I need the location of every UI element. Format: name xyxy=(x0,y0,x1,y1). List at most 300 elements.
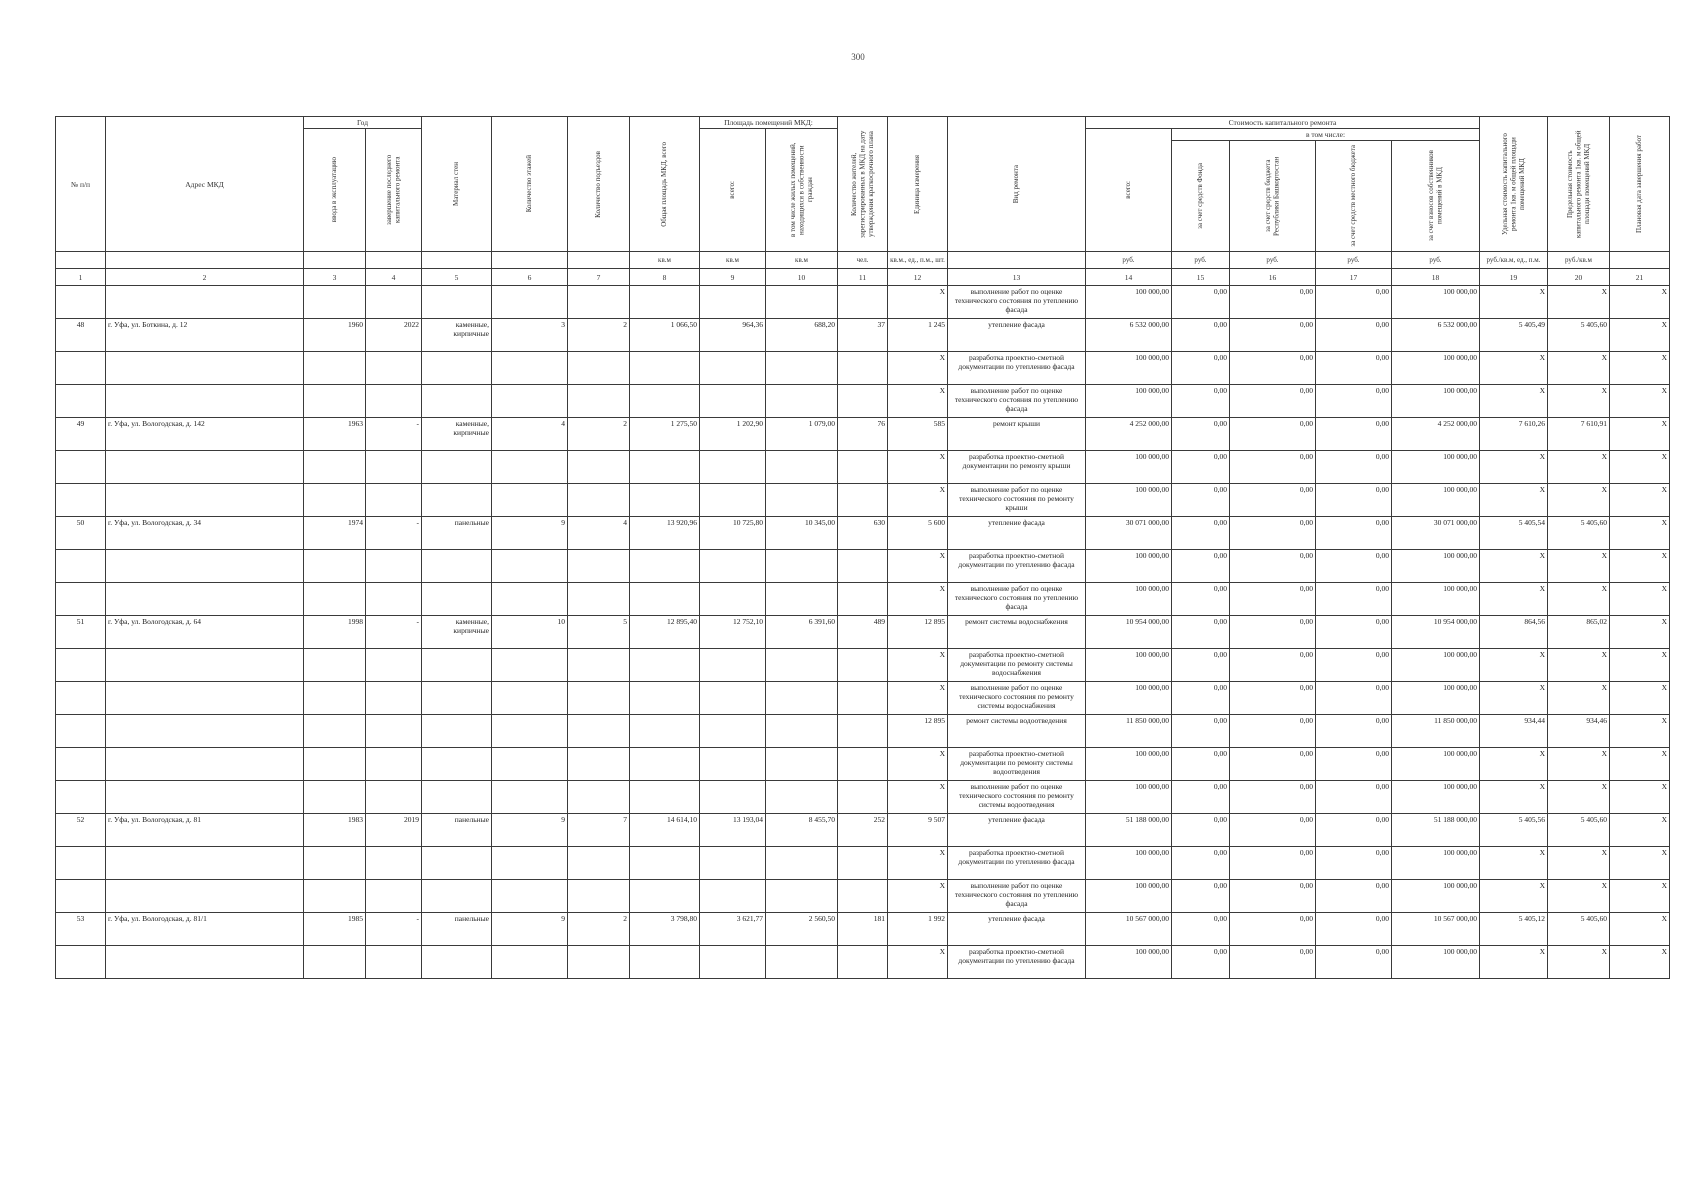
cell-rb: 0,00 xyxy=(1230,880,1316,913)
cell-own: 100 000,00 xyxy=(1392,880,1480,913)
cell-own: 10 954 000,00 xyxy=(1392,616,1480,649)
cell-no xyxy=(56,715,106,748)
cell-total: 100 000,00 xyxy=(1086,352,1172,385)
cell-dl: X xyxy=(1610,286,1670,319)
cell-fund: 0,00 xyxy=(1172,484,1230,517)
cell-no xyxy=(56,880,106,913)
table-row xyxy=(56,748,1670,781)
cell-rb: 0,00 xyxy=(1230,649,1316,682)
header-deadline: Плановая дата завершения работ xyxy=(1610,117,1670,252)
cell-y2: - xyxy=(366,418,422,451)
cell-no xyxy=(56,550,106,583)
cell-loc: 0,00 xyxy=(1316,517,1392,550)
cell-total: 4 252 000,00 xyxy=(1086,418,1172,451)
cell-ent: 7 xyxy=(568,814,630,847)
cell-fl xyxy=(492,286,568,319)
cell-dl: X xyxy=(1610,418,1670,451)
table-row xyxy=(56,880,1670,913)
cell-qty: X xyxy=(888,550,948,583)
cell-ent xyxy=(568,286,630,319)
cell-qty: X xyxy=(888,352,948,385)
cell-mat xyxy=(422,748,492,781)
cell-loc: 0,00 xyxy=(1316,847,1392,880)
cell-rb: 0,00 xyxy=(1230,484,1316,517)
unit-cell: кв.м xyxy=(700,252,766,269)
cell-fl: 10 xyxy=(492,616,568,649)
col-number: 10 xyxy=(766,269,838,286)
cell-people: 252 xyxy=(838,814,888,847)
cell-res-area xyxy=(766,286,838,319)
cell-work: разработка проектно-сметной документации по ремонту крыши xyxy=(948,451,1086,484)
cell-area xyxy=(630,781,700,814)
cell-fl xyxy=(492,550,568,583)
cell-address: г. Уфа, ул. Вологодская, д. 81 xyxy=(106,814,304,847)
cell-fl xyxy=(492,781,568,814)
cell-y1 xyxy=(304,847,366,880)
cell-loc: 0,00 xyxy=(1316,715,1392,748)
cell-y1 xyxy=(304,682,366,715)
col-number: 7 xyxy=(568,269,630,286)
cell-ent xyxy=(568,781,630,814)
header-rb-budget: за счет средств бюджета Республики Башкортостан xyxy=(1230,141,1316,252)
cell-dl: X xyxy=(1610,319,1670,352)
cell-mat xyxy=(422,484,492,517)
cell-total: 100 000,00 xyxy=(1086,649,1172,682)
cell-dl: X xyxy=(1610,484,1670,517)
cell-ent: 5 xyxy=(568,616,630,649)
cell-address: г. Уфа, ул. Вологодская, д. 34 xyxy=(106,517,304,550)
cell-y1: 1998 xyxy=(304,616,366,649)
cell-uc: X xyxy=(1480,286,1548,319)
cell-y1 xyxy=(304,484,366,517)
cell-fund: 0,00 xyxy=(1172,550,1230,583)
cell-dl: X xyxy=(1610,847,1670,880)
cell-area xyxy=(630,847,700,880)
header-work-type: Вид ремонта xyxy=(948,117,1086,252)
cell-work: разработка проектно-сметной документации по утеплению фасада xyxy=(948,550,1086,583)
cell-y1: 1985 xyxy=(304,913,366,946)
cell-people xyxy=(838,385,888,418)
cell-address xyxy=(106,649,304,682)
header-unit: Единица измерения xyxy=(888,117,948,252)
cell-prem xyxy=(700,286,766,319)
cell-y1: 1963 xyxy=(304,418,366,451)
cell-loc: 0,00 xyxy=(1316,484,1392,517)
col-number: 13 xyxy=(948,269,1086,286)
cell-fl xyxy=(492,451,568,484)
cell-rb: 0,00 xyxy=(1230,319,1316,352)
unit-cell: руб./кв.м, ед., п.м. xyxy=(1480,252,1548,269)
header-owners: за счет взносов собственников помещений в МКД xyxy=(1392,141,1480,252)
cell-ent: 2 xyxy=(568,418,630,451)
cell-res-area xyxy=(766,352,838,385)
header-premises-total: всего: xyxy=(700,129,766,252)
cell-y2 xyxy=(366,451,422,484)
cell-uc: X xyxy=(1480,682,1548,715)
cell-mc: X xyxy=(1548,682,1610,715)
cell-work: утепление фасада xyxy=(948,319,1086,352)
cell-res-area xyxy=(766,946,838,979)
cell-fund: 0,00 xyxy=(1172,847,1230,880)
cell-uc: 864,56 xyxy=(1480,616,1548,649)
cell-prem xyxy=(700,451,766,484)
cell-res-area xyxy=(766,781,838,814)
table-row xyxy=(56,385,1670,418)
column-numbers-row xyxy=(56,269,1670,286)
cell-dl: X xyxy=(1610,616,1670,649)
cell-mc: X xyxy=(1548,781,1610,814)
cell-res-area: 6 391,60 xyxy=(766,616,838,649)
cell-uc: X xyxy=(1480,484,1548,517)
cell-loc: 0,00 xyxy=(1316,286,1392,319)
cell-ent xyxy=(568,484,630,517)
cell-y2 xyxy=(366,682,422,715)
cell-y2 xyxy=(366,748,422,781)
cell-qty: 585 xyxy=(888,418,948,451)
cell-uc: X xyxy=(1480,946,1548,979)
cell-prem xyxy=(700,682,766,715)
cell-people xyxy=(838,583,888,616)
cell-fl xyxy=(492,583,568,616)
cell-prem: 1 202,90 xyxy=(700,418,766,451)
cell-mat xyxy=(422,550,492,583)
header-max-cost: Предельная стоимость капитального ремонта 1кв. м общей площади помещений МКД xyxy=(1548,117,1610,252)
cell-qty: X xyxy=(888,583,948,616)
cell-total: 51 188 000,00 xyxy=(1086,814,1172,847)
cell-mat xyxy=(422,286,492,319)
cell-no xyxy=(56,748,106,781)
cell-dl: X xyxy=(1610,352,1670,385)
table-row xyxy=(56,649,1670,682)
cell-loc: 0,00 xyxy=(1316,682,1392,715)
cell-total: 10 954 000,00 xyxy=(1086,616,1172,649)
cell-dl: X xyxy=(1610,946,1670,979)
cell-fl xyxy=(492,484,568,517)
cell-fl: 9 xyxy=(492,913,568,946)
table-row xyxy=(56,781,1670,814)
cell-mc: X xyxy=(1548,649,1610,682)
cell-res-area xyxy=(766,649,838,682)
cell-own: 100 000,00 xyxy=(1392,748,1480,781)
cell-no xyxy=(56,451,106,484)
cell-fl xyxy=(492,649,568,682)
cell-y1 xyxy=(304,649,366,682)
cell-y2: - xyxy=(366,616,422,649)
cell-mat xyxy=(422,352,492,385)
cell-y1 xyxy=(304,286,366,319)
cell-own: 100 000,00 xyxy=(1392,352,1480,385)
cell-prem xyxy=(700,385,766,418)
cell-people xyxy=(838,946,888,979)
cell-people xyxy=(838,847,888,880)
cell-total: 100 000,00 xyxy=(1086,781,1172,814)
cell-mc: X xyxy=(1548,451,1610,484)
cell-total: 6 532 000,00 xyxy=(1086,319,1172,352)
cell-area xyxy=(630,550,700,583)
cell-address: г. Уфа, ул. Вологодская, д. 81/1 xyxy=(106,913,304,946)
cell-loc: 0,00 xyxy=(1316,781,1392,814)
cell-address: г. Уфа, ул. Вологодская, д. 64 xyxy=(106,616,304,649)
cell-people xyxy=(838,715,888,748)
col-number: 16 xyxy=(1230,269,1316,286)
header-address: Адрес МКД xyxy=(106,117,304,252)
cell-rb: 0,00 xyxy=(1230,583,1316,616)
cell-mc: X xyxy=(1548,286,1610,319)
cell-total: 100 000,00 xyxy=(1086,451,1172,484)
cell-work: разработка проектно-сметной документации по утеплению фасада xyxy=(948,946,1086,979)
cell-area xyxy=(630,748,700,781)
cell-own: 4 252 000,00 xyxy=(1392,418,1480,451)
cell-mc: 7 610,91 xyxy=(1548,418,1610,451)
cell-mc: X xyxy=(1548,946,1610,979)
unit-cell: руб. xyxy=(1230,252,1316,269)
cell-res-area xyxy=(766,715,838,748)
col-number: 19 xyxy=(1480,269,1548,286)
cell-loc: 0,00 xyxy=(1316,616,1392,649)
table-row xyxy=(56,847,1670,880)
cell-rb: 0,00 xyxy=(1230,781,1316,814)
cell-mat: каменные, кирпичные xyxy=(422,418,492,451)
cell-ent xyxy=(568,682,630,715)
cell-loc: 0,00 xyxy=(1316,319,1392,352)
cell-area xyxy=(630,583,700,616)
cell-y2: 2022 xyxy=(366,319,422,352)
cell-work: разработка проектно-сметной документации по ремонту системы водоснабжения xyxy=(948,649,1086,682)
cell-address: г. Уфа, ул. Вологодская, д. 142 xyxy=(106,418,304,451)
col-number: 21 xyxy=(1610,269,1670,286)
cell-address xyxy=(106,946,304,979)
cell-y1 xyxy=(304,550,366,583)
cell-dl: X xyxy=(1610,880,1670,913)
cell-own: 51 188 000,00 xyxy=(1392,814,1480,847)
table-row xyxy=(56,715,1670,748)
cell-area xyxy=(630,946,700,979)
cell-uc: X xyxy=(1480,385,1548,418)
cell-prem xyxy=(700,880,766,913)
cell-work: ремонт крыши xyxy=(948,418,1086,451)
cell-prem xyxy=(700,781,766,814)
cell-y2 xyxy=(366,286,422,319)
table-row xyxy=(56,418,1670,451)
col-number: 2 xyxy=(106,269,304,286)
header-premises-contrib: в том числе жилых помещений, находящихся в собственности граждан xyxy=(766,129,838,252)
cell-loc: 0,00 xyxy=(1316,814,1392,847)
cell-res-area: 2 560,50 xyxy=(766,913,838,946)
unit-cell: кв.м xyxy=(766,252,838,269)
cell-area xyxy=(630,682,700,715)
cell-work: разработка проектно-сметной документации по утеплению фасада xyxy=(948,352,1086,385)
cell-uc: X xyxy=(1480,847,1548,880)
cell-prem xyxy=(700,550,766,583)
cell-res-area xyxy=(766,583,838,616)
cell-rb: 0,00 xyxy=(1230,682,1316,715)
cell-y1: 1960 xyxy=(304,319,366,352)
cell-dl: X xyxy=(1610,385,1670,418)
cell-prem xyxy=(700,352,766,385)
col-number: 4 xyxy=(366,269,422,286)
cell-fl: 3 xyxy=(492,319,568,352)
cell-ent xyxy=(568,352,630,385)
cell-qty: 12 895 xyxy=(888,715,948,748)
cell-ent xyxy=(568,583,630,616)
cell-loc: 0,00 xyxy=(1316,913,1392,946)
cell-ent xyxy=(568,385,630,418)
cell-fund: 0,00 xyxy=(1172,913,1230,946)
cell-uc: 5 405,12 xyxy=(1480,913,1548,946)
cell-y2 xyxy=(366,715,422,748)
cell-mat: панельные xyxy=(422,517,492,550)
cell-mat: каменные, кирпичные xyxy=(422,319,492,352)
cell-qty: 1 245 xyxy=(888,319,948,352)
cell-qty: X xyxy=(888,682,948,715)
cell-address xyxy=(106,451,304,484)
cell-own: 100 000,00 xyxy=(1392,781,1480,814)
cell-people xyxy=(838,484,888,517)
cell-y2 xyxy=(366,649,422,682)
cell-prem: 3 621,77 xyxy=(700,913,766,946)
cell-y2 xyxy=(366,946,422,979)
cell-res-area xyxy=(766,550,838,583)
cell-y1: 1983 xyxy=(304,814,366,847)
cell-fl xyxy=(492,385,568,418)
cell-own: 10 567 000,00 xyxy=(1392,913,1480,946)
cell-work: утепление фасада xyxy=(948,913,1086,946)
cell-total: 100 000,00 xyxy=(1086,385,1172,418)
cell-mc: X xyxy=(1548,484,1610,517)
header-unit-cost: Удельная стоимость капитального ремонта 1кв. м общей площади помещений МКД xyxy=(1480,117,1548,252)
cell-fund: 0,00 xyxy=(1172,649,1230,682)
cell-own: 100 000,00 xyxy=(1392,946,1480,979)
table-row xyxy=(56,319,1670,352)
cell-uc: 5 405,56 xyxy=(1480,814,1548,847)
cell-area: 1 066,50 xyxy=(630,319,700,352)
cell-own: 100 000,00 xyxy=(1392,451,1480,484)
cell-mc: X xyxy=(1548,748,1610,781)
cell-area xyxy=(630,352,700,385)
header-cost-total: всего: xyxy=(1086,129,1172,252)
cell-prem xyxy=(700,484,766,517)
cell-ent xyxy=(568,715,630,748)
header-year-group: Год xyxy=(304,117,422,129)
cell-total: 100 000,00 xyxy=(1086,550,1172,583)
cell-loc: 0,00 xyxy=(1316,352,1392,385)
cell-fund: 0,00 xyxy=(1172,814,1230,847)
cell-no xyxy=(56,385,106,418)
cell-fund: 0,00 xyxy=(1172,781,1230,814)
unit-cell: руб. xyxy=(1316,252,1392,269)
cell-res-area: 10 345,00 xyxy=(766,517,838,550)
cell-dl: X xyxy=(1610,781,1670,814)
cell-own: 100 000,00 xyxy=(1392,583,1480,616)
cell-own: 100 000,00 xyxy=(1392,682,1480,715)
cell-own: 100 000,00 xyxy=(1392,385,1480,418)
cell-res-area: 688,20 xyxy=(766,319,838,352)
col-number: 18 xyxy=(1392,269,1480,286)
cell-dl: X xyxy=(1610,550,1670,583)
cell-no xyxy=(56,484,106,517)
cell-rb: 0,00 xyxy=(1230,616,1316,649)
cell-total: 100 000,00 xyxy=(1086,682,1172,715)
cell-prem xyxy=(700,715,766,748)
cell-own: 100 000,00 xyxy=(1392,484,1480,517)
cell-ent xyxy=(568,649,630,682)
col-number: 8 xyxy=(630,269,700,286)
cell-total: 11 850 000,00 xyxy=(1086,715,1172,748)
cell-people: 37 xyxy=(838,319,888,352)
cell-address xyxy=(106,352,304,385)
cell-fund: 0,00 xyxy=(1172,946,1230,979)
cell-y1 xyxy=(304,451,366,484)
cell-rb: 0,00 xyxy=(1230,946,1316,979)
units-row xyxy=(56,252,1670,269)
cell-qty: 5 600 xyxy=(888,517,948,550)
col-number: 9 xyxy=(700,269,766,286)
cell-mc: 5 405,60 xyxy=(1548,913,1610,946)
cell-address xyxy=(106,286,304,319)
cell-mat xyxy=(422,649,492,682)
unit-cell: кв.м xyxy=(630,252,700,269)
cell-area xyxy=(630,385,700,418)
cell-fl: 4 xyxy=(492,418,568,451)
repair-plan-table xyxy=(55,116,1670,979)
cell-total: 100 000,00 xyxy=(1086,484,1172,517)
cell-address xyxy=(106,781,304,814)
cell-res-area xyxy=(766,451,838,484)
cell-area xyxy=(630,286,700,319)
cell-res-area xyxy=(766,847,838,880)
cell-rb: 0,00 xyxy=(1230,814,1316,847)
cell-uc: X xyxy=(1480,451,1548,484)
cell-mat: панельные xyxy=(422,913,492,946)
cell-fl xyxy=(492,682,568,715)
cell-people: 489 xyxy=(838,616,888,649)
cell-work: выполнение работ по оценке технического состояния по утеплению фасада xyxy=(948,880,1086,913)
cell-area xyxy=(630,451,700,484)
cell-qty: X xyxy=(888,748,948,781)
table-row xyxy=(56,814,1670,847)
cell-work: выполнение работ по оценке технического состояния по утеплению фасада xyxy=(948,385,1086,418)
repair-plan-table-wrapper xyxy=(55,116,1670,979)
cell-area xyxy=(630,484,700,517)
cell-uc: 7 610,26 xyxy=(1480,418,1548,451)
table-row xyxy=(56,550,1670,583)
cell-rb: 0,00 xyxy=(1230,286,1316,319)
cell-y2 xyxy=(366,583,422,616)
cell-fund: 0,00 xyxy=(1172,418,1230,451)
cell-y2 xyxy=(366,484,422,517)
cell-res-area: 8 455,70 xyxy=(766,814,838,847)
cell-no: 48 xyxy=(56,319,106,352)
cell-fl xyxy=(492,352,568,385)
table-row xyxy=(56,286,1670,319)
cell-ent xyxy=(568,550,630,583)
cell-address xyxy=(106,715,304,748)
cell-fund: 0,00 xyxy=(1172,715,1230,748)
cell-no xyxy=(56,286,106,319)
cell-own: 100 000,00 xyxy=(1392,286,1480,319)
cell-rb: 0,00 xyxy=(1230,352,1316,385)
cell-no: 51 xyxy=(56,616,106,649)
cell-fund: 0,00 xyxy=(1172,583,1230,616)
cell-prem xyxy=(700,847,766,880)
cell-no xyxy=(56,781,106,814)
cell-mat xyxy=(422,385,492,418)
cell-prem xyxy=(700,748,766,781)
table-row xyxy=(56,484,1670,517)
cell-area: 3 798,80 xyxy=(630,913,700,946)
cell-uc: X xyxy=(1480,550,1548,583)
cell-y2 xyxy=(366,880,422,913)
